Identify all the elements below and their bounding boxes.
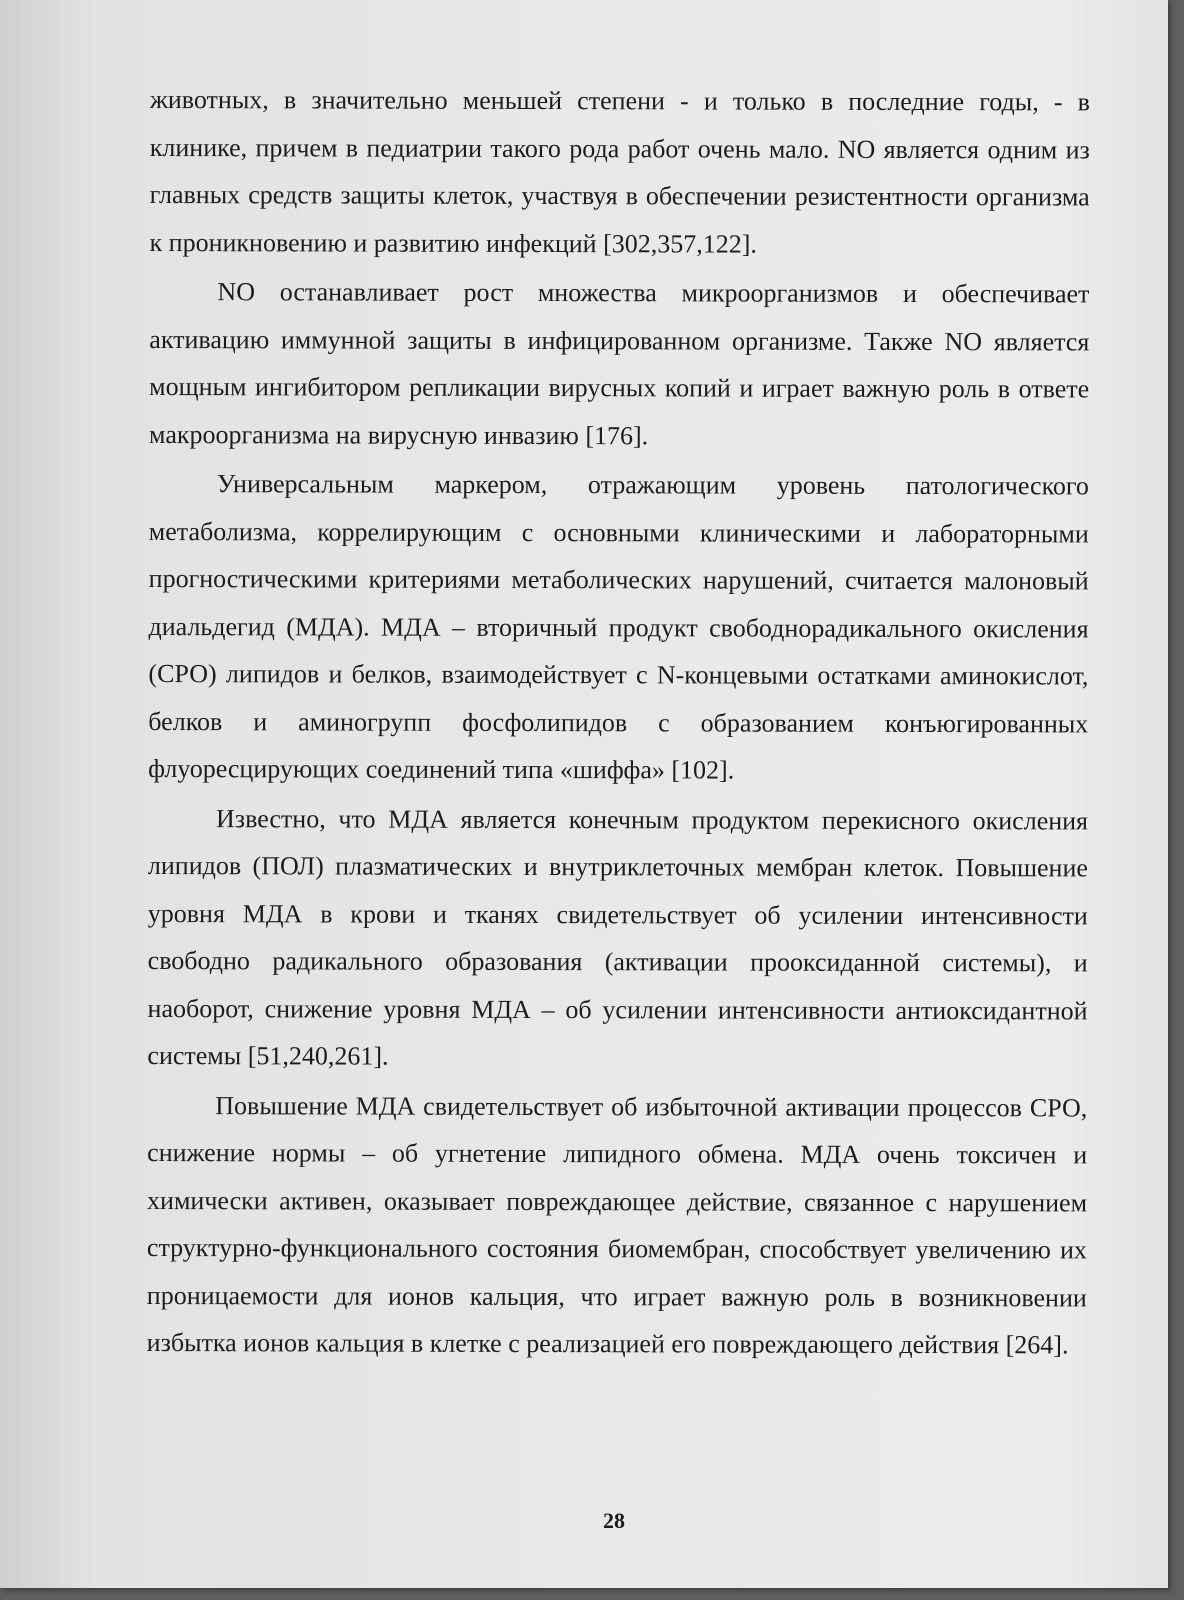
body-text bbox=[147, 76, 1090, 1369]
paragraph-2: NO останавливает рост множества микроорганизмов и обеспечивает активацию иммунной защиты в инфицированном организме. Также NO является мощным ингибитором репликации вирусных копий и играет важную роль в ответе макроорганизма на вирусную инвазию [176]. bbox=[149, 277, 1090, 450]
paragraph-4: Известно, что МДА является конечным продуктом перекисного окисления липидов (ПОЛ) плазматических и внутриклеточных мембран клеток. Повышение уровня МДА в крови и тканях свидетельствует об усилении интенсивности свободно радикального образования (активации прооксиданной системы), и наоборот, снижение уровня МДА – об усилении интенсивности антиоксидантной системы [51,240,261]. bbox=[147, 803, 1089, 1071]
paragraph-1: животных, в значительно меньшей степени - и только в последние годы, - в клинике, причем в педиатрии такого рода работ очень мало. NO является одним из главных средств защиты клеток, участвуя в обеспечении резистентности организма к проникновению и развитию инфекций [302,357,122]. bbox=[149, 84, 1090, 259]
paragraph-5: Повышение МДА свидетельствует об избыточной активации процессов СРО, снижение нормы – об угнетение липидного обмена. МДА очень токсичен и химически активен, оказывает повреждающее действие, связанное с нарушением структурно-функционального состояния биомембран, способствует увеличению их проницаемости для ионов кальция, что играет важную роль в возникновении избытка ионов кальция в клетке с реализацией его повреждающего действия [264]. bbox=[146, 1090, 1088, 1360]
page-number: 28 bbox=[603, 1508, 625, 1533]
paragraph-3: Универсальным маркером, отражающим уровень патологического метаболизма, коррелирующим с основными клиническими и лабораторными прогностическими критериями метаболических нарушений, считается малоновый диальдегид (МДА). МДА – вторичный продукт свободнорадикального окисления (СРО) липидов и белков, взаимодействует с N-концевыми остатками аминокислот, белков и аминогрупп фосфолипидов с образованием конъюгированных флуоресцирующих соединений типа «шиффа» [102]. bbox=[148, 469, 1089, 785]
